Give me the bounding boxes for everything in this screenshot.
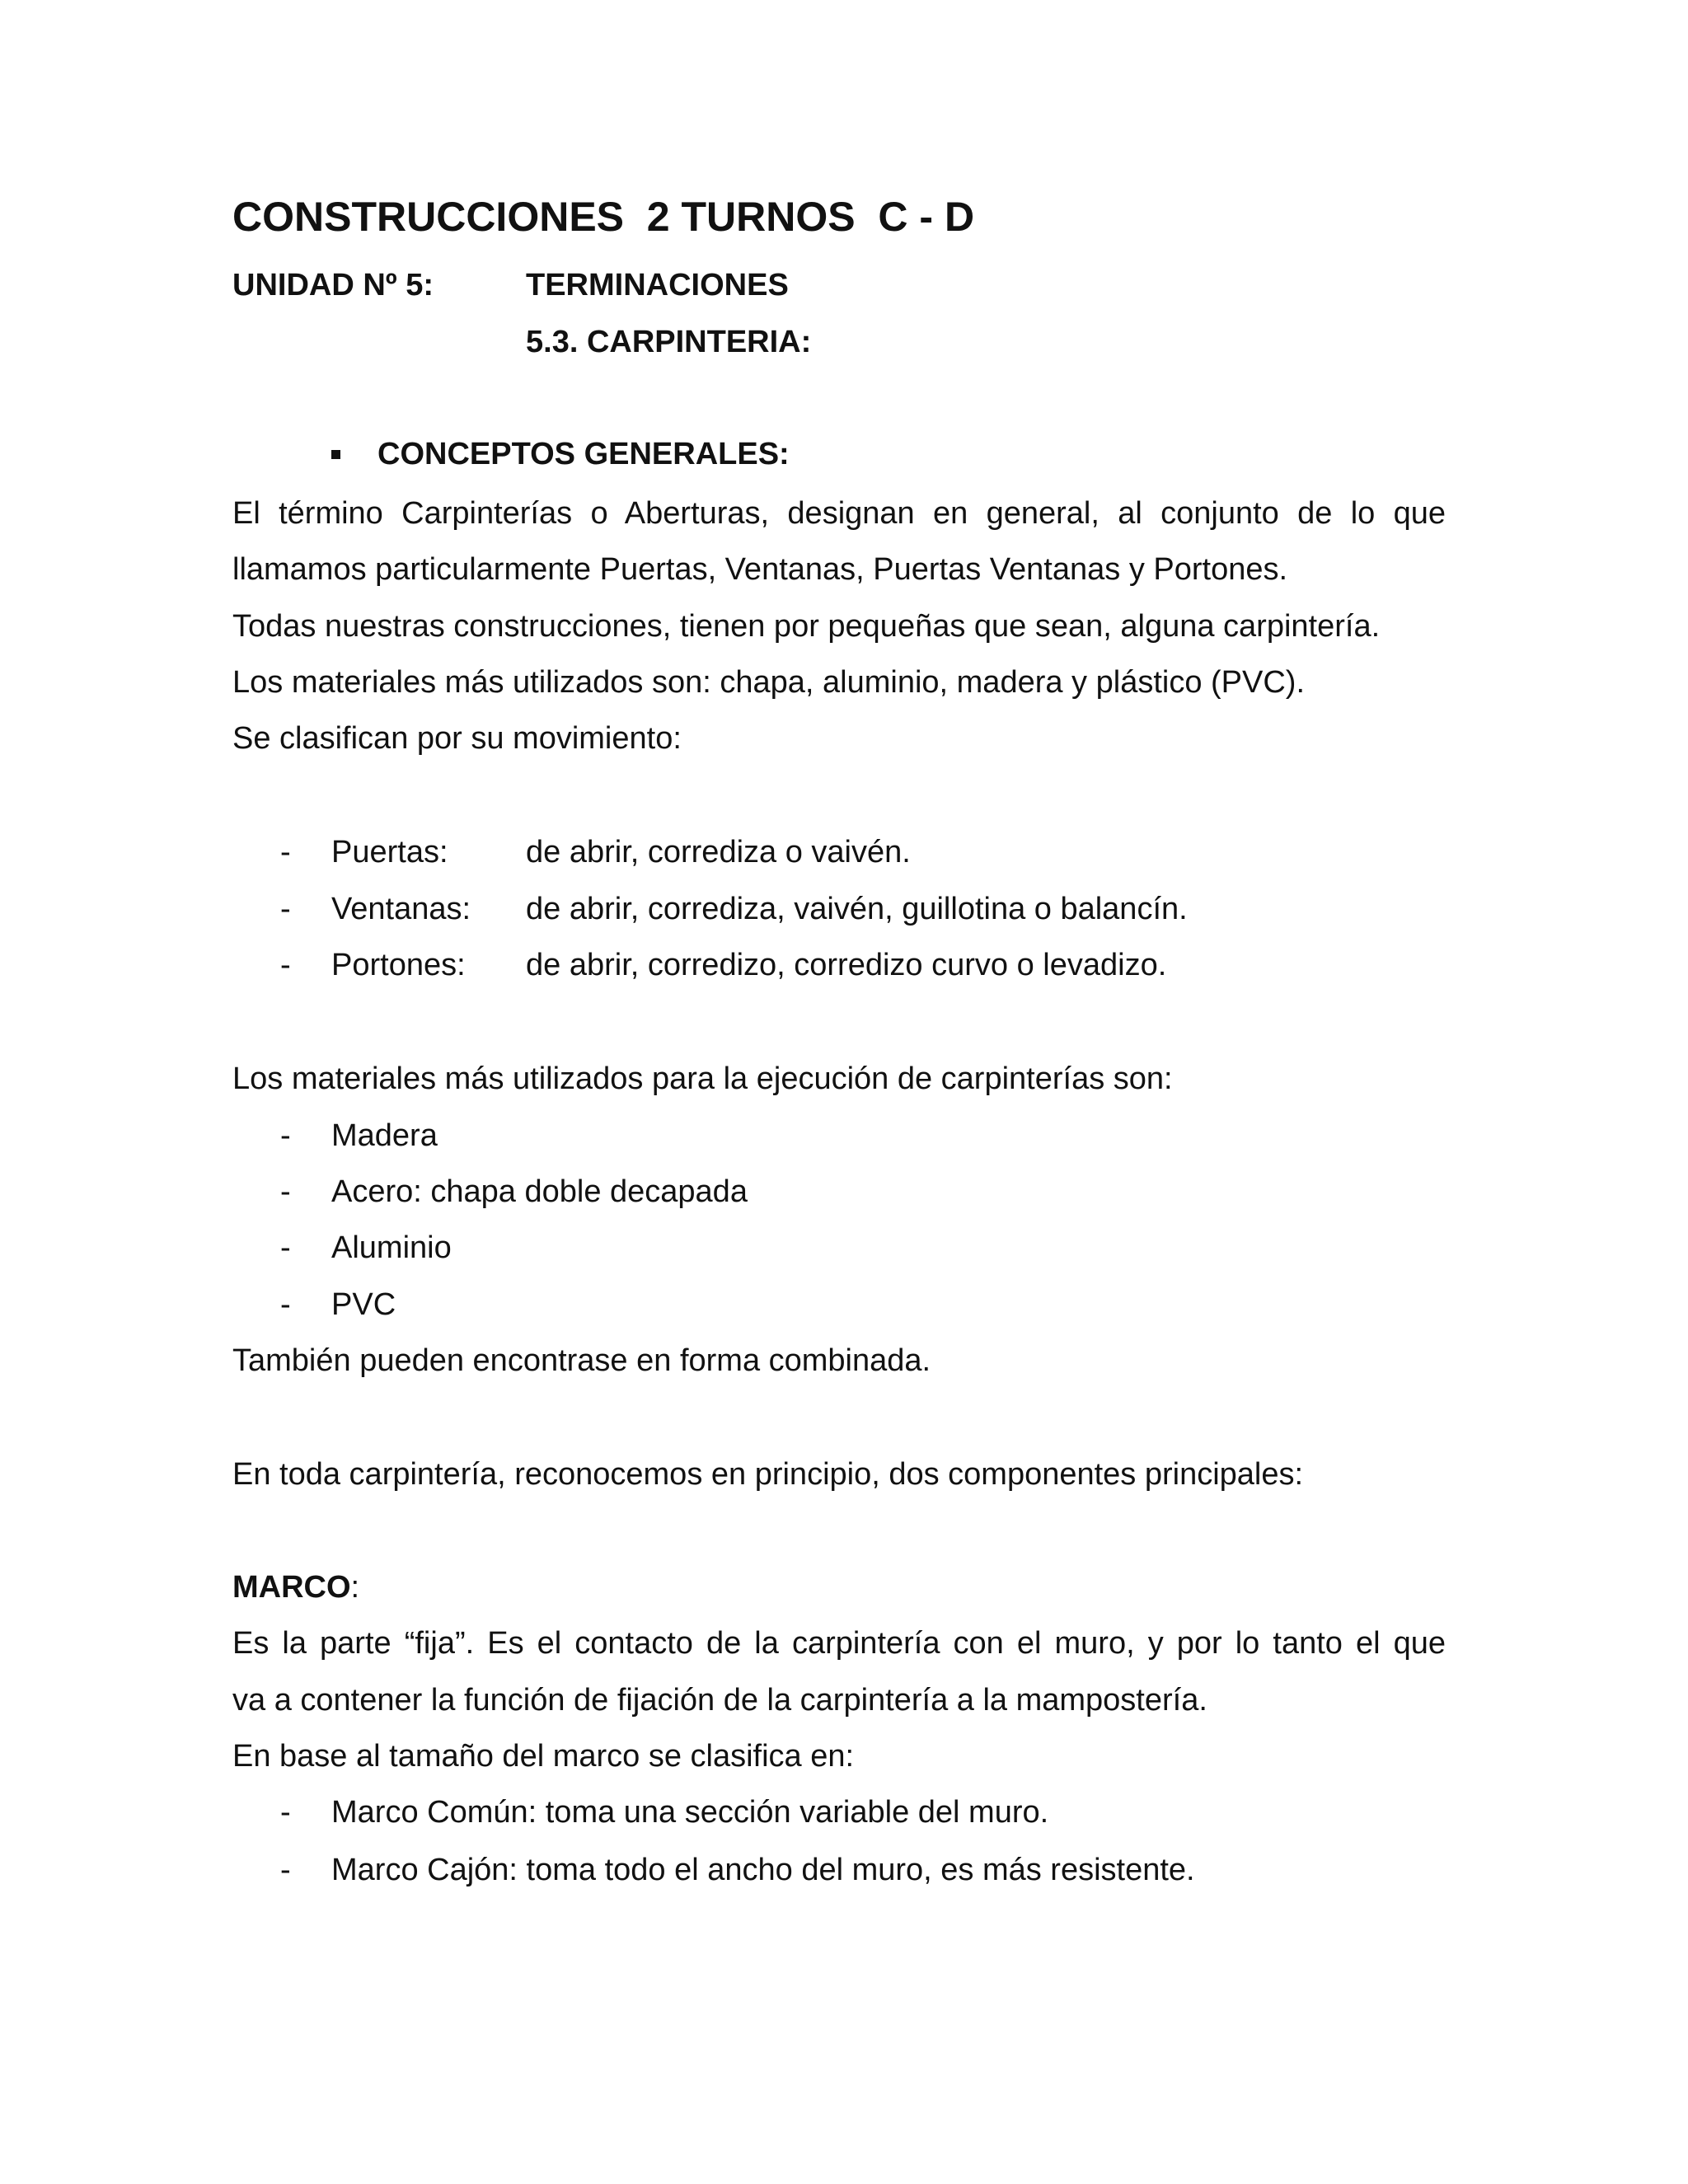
marco-heading bbox=[232, 1568, 359, 1606]
dash-bullet: - bbox=[280, 1174, 291, 1209]
material-item: PVC bbox=[331, 1287, 396, 1322]
list-description: de abrir, corrediza, vaivén, guillotina o balancín. bbox=[526, 892, 1188, 926]
section-heading: CONCEPTOS GENERALES: bbox=[377, 437, 790, 471]
marco-heading-colon: : bbox=[350, 1570, 360, 1605]
list-term: Portones: bbox=[331, 948, 466, 982]
dash-bullet: - bbox=[280, 1853, 291, 1887]
marco-item: Marco Común: toma una sección variable del muro. bbox=[331, 1795, 1049, 1830]
unit-value: TERMINACIONES bbox=[526, 268, 789, 302]
marco-classify-intro: En base al tamaño del marco se clasifica en: bbox=[232, 1739, 855, 1774]
marco-heading-text: MARCO bbox=[232, 1570, 351, 1605]
paragraph-line: El término Carpinterías o Aberturas, designan en general, al conjunto de lo que bbox=[232, 496, 1446, 531]
unit-label: UNIDAD Nº 5: bbox=[232, 268, 434, 302]
dash-bullet: - bbox=[280, 1118, 291, 1153]
paragraph-line: Es la parte “fija”. Es el contacto de la carpintería con el muro, y por lo tanto el que bbox=[232, 1626, 1446, 1661]
paragraph-line: Se clasifican por su movimiento: bbox=[232, 721, 682, 756]
materials-intro: Los materiales más utilizados para la ejecución de carpinterías son: bbox=[232, 1062, 1173, 1096]
dash-bullet: - bbox=[280, 1287, 291, 1322]
dash-bullet: - bbox=[280, 892, 291, 926]
dash-bullet: - bbox=[280, 1795, 291, 1830]
list-description: de abrir, corredizo, corredizo curvo o levadizo. bbox=[526, 948, 1167, 982]
materials-closing: También pueden encontrase en forma combinada. bbox=[232, 1343, 931, 1378]
material-item: Madera bbox=[331, 1118, 438, 1153]
material-item: Aluminio bbox=[331, 1230, 452, 1265]
dash-bullet: - bbox=[280, 1230, 291, 1265]
marco-item: Marco Cajón: toma todo el ancho del muro, es más resistente. bbox=[331, 1853, 1195, 1887]
components-intro: En toda carpintería, reconocemos en principio, dos componentes principales: bbox=[232, 1457, 1304, 1492]
paragraph-line: llamamos particularmente Puertas, Ventanas, Puertas Ventanas y Portones. bbox=[232, 552, 1288, 587]
paragraph-line: Los materiales más utilizados son: chapa, aluminio, madera y plástico (PVC). bbox=[232, 665, 1306, 700]
list-term: Ventanas: bbox=[331, 892, 471, 926]
square-bullet-icon bbox=[331, 450, 340, 459]
dash-bullet: - bbox=[280, 948, 291, 982]
paragraph-line: va a contener la función de fijación de la carpintería a la mampostería. bbox=[232, 1683, 1207, 1718]
document-title: CONSTRUCCIONES 2 TURNOS C - D bbox=[232, 194, 975, 240]
list-description: de abrir, corrediza o vaivén. bbox=[526, 835, 911, 869]
dash-bullet: - bbox=[280, 835, 291, 869]
list-term: Puertas: bbox=[331, 835, 448, 869]
material-item: Acero: chapa doble decapada bbox=[331, 1174, 748, 1209]
paragraph-line: Todas nuestras construcciones, tienen por pequeñas que sean, alguna carpintería. bbox=[232, 609, 1381, 644]
subsection-title: 5.3. CARPINTERIA: bbox=[526, 325, 812, 359]
